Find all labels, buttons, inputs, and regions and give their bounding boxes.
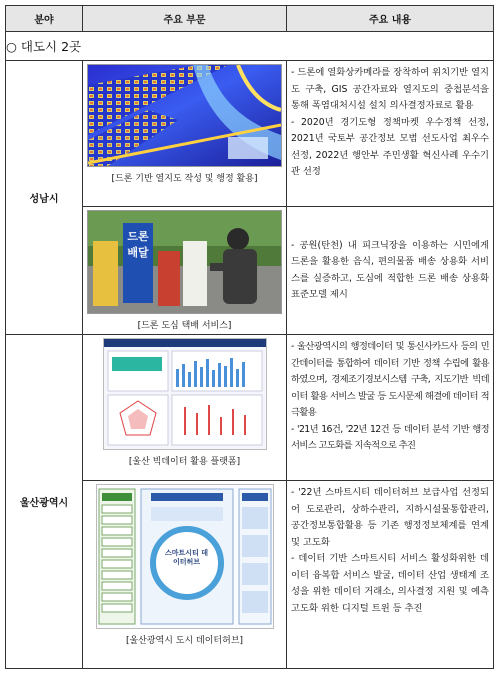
figure-caption: [울산광역시 도시 데이터허브]: [125, 636, 244, 646]
figure-cell: [83, 335, 287, 481]
figure-cell: [83, 207, 287, 335]
drone-sign-text: 드론 배달: [127, 230, 149, 259]
figure-cell: [83, 61, 287, 207]
figure-caption: [울산 빅데이터 활용 플랫폼]: [128, 457, 241, 467]
description-cell: [287, 481, 494, 669]
section-row: [6, 32, 494, 61]
seongnam-row-1: [6, 61, 494, 207]
hub-center-label: 스마트시티 데이터허브: [164, 549, 208, 566]
description-cell: [287, 61, 494, 207]
description-paragraph: - 울산광역시의 행정데이터 및 통신사카드사 등의 민간데이터를 통합하여 데이터 기반 정책 수립에 활용하였으며, 경제조기경보시스템 구축, 지도기반 빅데이터 활용 서비스 발굴 등 도시문제 해결에 데이터 적극활용: [291, 341, 489, 418]
description-cell: [287, 335, 494, 481]
description-paragraph: - 데이터 기반 스마트시티 서비스 활성화위한 데이터 융복합 서비스 발굴, 데이터 산업 생태계 조성을 위한 데이터 거래소, 의사결정 지원 및 예측 고도화 위한 디지털 트윈 등 추진: [291, 553, 489, 614]
description-paragraph: - '21년 16건, '22년 12건 등 데이터 분석 기반 행정서비스 고도화를 지속적으로 추진: [291, 423, 489, 451]
description-paragraph: - 2020년 경기도형 정책마켓 우수정책 선정, 2021년 국토부 공간정보 모범 선도사업 최우수 선정, 2022년 행안부 주민생활 혁신사례 우수기관 선정: [291, 116, 489, 177]
bigdata-platform-screenshot: [103, 338, 267, 450]
region-seongnam: 성남시: [6, 61, 83, 335]
content-table: [5, 5, 494, 669]
description-paragraph: - 공원(탄천) 내 피크닉장을 이용하는 시민에게 드론을 활용한 음식, 편의물품 배송 상용화 서비스를 실증하고, 도심에 적합한 드론 배송 상용화 표준모델 제시: [291, 239, 489, 300]
description-cell: [287, 207, 494, 335]
section-title: ○ 대도시 2곳: [6, 32, 494, 61]
figure-caption: [드론 도심 택배 서비스]: [137, 321, 232, 331]
figure-cell: [83, 481, 287, 669]
drone-delivery-photo: [87, 210, 282, 314]
data-hub-diagram: [96, 484, 274, 629]
region-ulsan: 울산광역시: [6, 335, 83, 669]
header-main-parts: 주요 부문: [83, 6, 287, 32]
description-paragraph: - 드론에 열화상카메라를 장착하여 위치기반 열지도 구축, GIS 공간자료와 열지도의 중첩분석을 통해 폭염대처시설 설치 의사결정자료로 활용: [291, 67, 489, 111]
header-field: 분야: [6, 6, 83, 32]
heatmap-photo: [87, 64, 282, 167]
description-paragraph: - '22년 스마트시티 데이터허브 보급사업 선정되어 도로관리, 상하수관리, 지하시설물통합관리, 공간정보통합활용 등 기존 행정정보체계를 연계 및 고도화: [291, 487, 489, 548]
header-row: [6, 6, 494, 32]
header-main-content: 주요 내용: [287, 6, 494, 32]
ulsan-row-1: [6, 335, 494, 481]
heatmap-image: [88, 65, 281, 166]
figure-caption: [드론 기반 열지도 작성 및 행정 활용]: [111, 174, 258, 184]
